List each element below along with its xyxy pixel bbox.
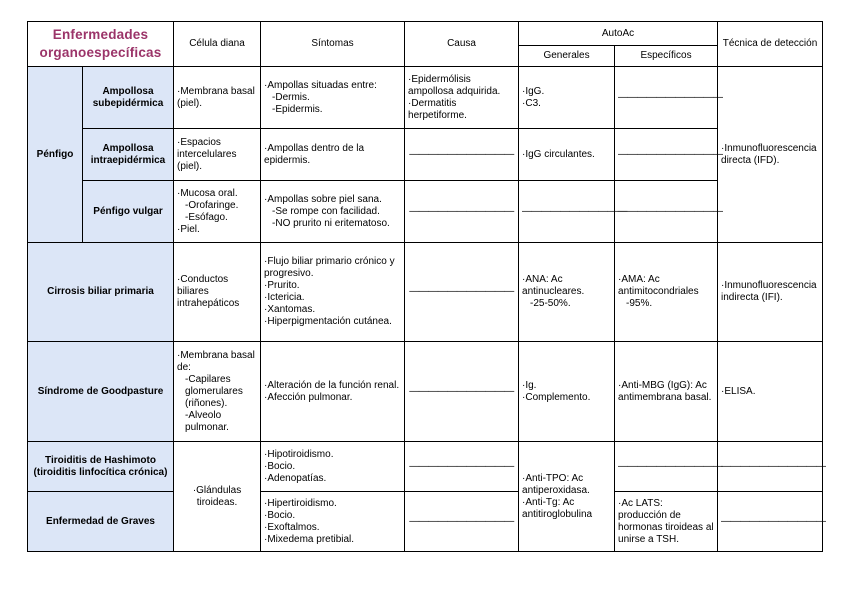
text-line: ·IgG. bbox=[522, 85, 545, 97]
text-line: -Orofaringe. bbox=[185, 199, 239, 211]
cell-sintomas-graves bbox=[261, 492, 405, 552]
text-line: ·Flujo biliar primario crónico y progresivo. bbox=[264, 256, 395, 279]
cell-generales-subepidermica bbox=[519, 67, 615, 129]
cell-causa-goodpasture: ——————————— bbox=[405, 342, 519, 442]
text-line: ·C3. bbox=[522, 97, 541, 109]
table-row bbox=[28, 129, 823, 181]
text-line: -Epidermis. bbox=[272, 103, 323, 115]
header-sintomas: Síntomas bbox=[261, 22, 405, 67]
cell-causa-graves: ——————————— bbox=[405, 492, 519, 552]
header-especificos: Específicos bbox=[615, 46, 718, 67]
title-line-1: Enfermedades bbox=[52, 26, 149, 42]
cell-celula-cirrosis: ·Conductos biliares intrahepáticos bbox=[174, 243, 261, 342]
table-row bbox=[28, 243, 823, 342]
cell-especificos-cirrosis bbox=[615, 243, 718, 342]
cell-generales-goodpasture bbox=[519, 342, 615, 442]
cell-causa-intraepidermica: ——————————— bbox=[405, 129, 519, 181]
text-line: ·Xantomas. bbox=[264, 304, 316, 315]
text-line: ·Hipotiroidismo. bbox=[264, 448, 334, 460]
row-label-ampollosa-subepidermica: Ampollosa subepidérmica bbox=[83, 67, 174, 129]
cell-celula-subepidermica: ·Membrana basal (piel). bbox=[174, 67, 261, 129]
cell-tecnica-goodpasture: ·ELISA. bbox=[718, 342, 823, 442]
text-line: ·Anti-Tg: Ac antitiroglobulina bbox=[522, 496, 593, 520]
text-line: ·Bocio. bbox=[264, 509, 296, 521]
cell-causa-hashimoto: ——————————— bbox=[405, 442, 519, 492]
row-label-graves: Enfermedad de Graves bbox=[28, 492, 174, 552]
text-line: ·Exoftalmos. bbox=[264, 521, 320, 533]
row-label-cirrosis: Cirrosis biliar primaria bbox=[28, 243, 174, 342]
text-line: ·Piel. bbox=[177, 223, 200, 235]
text-line: ·ANA: Ac antinucleares. bbox=[522, 274, 585, 297]
text-line: ·Adenopatías. bbox=[264, 472, 327, 484]
table-row bbox=[28, 181, 823, 243]
cell-celula-goodpasture bbox=[174, 342, 261, 442]
text-line: ·Complemento. bbox=[522, 391, 591, 403]
cell-celula-vulgar bbox=[174, 181, 261, 243]
cell-celula-tiroides: ·Glándulas tiroideas. bbox=[174, 442, 261, 552]
text-line: ·Hiperpigmentación cutánea. bbox=[264, 316, 392, 327]
row-label-ampollosa-intraepidermica: Ampollosa intraepidérmica bbox=[83, 129, 174, 181]
text-line: ·Anti-TPO: Ac antiperoxidasa. bbox=[522, 472, 590, 496]
text-line: ·Epidermólisis ampollosa adquirida. bbox=[408, 73, 501, 97]
text-line: ·Ampollas situadas entre: bbox=[264, 79, 377, 91]
cell-generales-vulgar: ——————————— bbox=[519, 181, 615, 243]
cell-sintomas-intraepidermica: ·Ampollas dentro de la epidermis. bbox=[261, 129, 405, 181]
text-line: ·Ig. bbox=[522, 379, 537, 391]
text-line: ·Hipertiroidismo. bbox=[264, 497, 337, 509]
text-line: ·Prurito. bbox=[264, 280, 300, 291]
cell-sintomas-hashimoto bbox=[261, 442, 405, 492]
table-row bbox=[28, 342, 823, 442]
cell-tecnica-graves: ——————————— bbox=[718, 492, 823, 552]
row-label-penfigo: Pénfigo bbox=[28, 67, 83, 243]
text-line: ·Dermatitis herpetiforme. bbox=[408, 97, 467, 121]
table-row bbox=[28, 442, 823, 492]
text-line: ·Mixedema pretibial. bbox=[264, 533, 355, 545]
text-line: ·Mucosa oral. bbox=[177, 187, 238, 199]
cell-sintomas-cirrosis bbox=[261, 243, 405, 342]
header-causa: Causa bbox=[405, 22, 519, 67]
header-tecnica: Técnica de detección bbox=[718, 22, 823, 67]
row-label-goodpasture: Síndrome de Goodpasture bbox=[28, 342, 174, 442]
cell-tecnica-cirrosis: ·Inmunofluorescencia indirecta (IFI). bbox=[718, 243, 823, 342]
row-label-penfigo-vulgar: Pénfigo vulgar bbox=[83, 181, 174, 243]
cell-especificos-vulgar: ——————————— bbox=[615, 181, 718, 243]
cell-especificos-subepidermica: ——————————— bbox=[615, 67, 718, 129]
cell-sintomas-subepidermica bbox=[261, 67, 405, 129]
cell-celula-intraepidermica: ·Espacios intercelulares (piel). bbox=[174, 129, 261, 181]
text-line: -NO prurito ni eritematoso. bbox=[272, 217, 390, 229]
cell-tecnica-hashimoto: ——————————— bbox=[718, 442, 823, 492]
text-line: -Se rompe con facilidad. bbox=[272, 205, 380, 217]
header-autoac: AutoAc bbox=[519, 22, 718, 46]
row-label-hashimoto: Tiroiditis de Hashimoto (tiroiditis linfocítica crónica) bbox=[28, 442, 174, 492]
text-line: ·Ampollas sobre piel sana. bbox=[264, 193, 382, 205]
cell-generales-cirrosis bbox=[519, 243, 615, 342]
table-row bbox=[28, 67, 823, 129]
text-line: -Alveolo pulmonar. bbox=[185, 409, 229, 433]
text-line: -Esófago. bbox=[185, 211, 228, 223]
cell-especificos-intraepidermica: ——————————— bbox=[615, 129, 718, 181]
title-line-2: organoespecíficas bbox=[39, 45, 162, 60]
header-celula-diana: Célula diana bbox=[174, 22, 261, 67]
cell-causa-cirrosis: ——————————— bbox=[405, 243, 519, 342]
cell-generales-intraepidermica: ·IgG circulantes. bbox=[519, 129, 615, 181]
text-line: ·Bocio. bbox=[264, 460, 296, 472]
cell-especificos-goodpasture: ·Anti-MBG (IgG): Ac antimembrana basal. bbox=[615, 342, 718, 442]
text-line: ·Ictericia. bbox=[264, 292, 305, 303]
table-row bbox=[28, 492, 823, 552]
cell-causa-subepidermica bbox=[405, 67, 519, 129]
cell-tecnica-penfigo: ·Inmunofluorescencia directa (IFD). bbox=[718, 67, 823, 243]
text-line: -95%. bbox=[626, 298, 653, 309]
table-title bbox=[28, 22, 174, 67]
cell-especificos-hashimoto: ——————————— bbox=[615, 442, 718, 492]
text-line: ·AMA: Ac antimitocondriales bbox=[618, 274, 699, 297]
header-generales: Generales bbox=[519, 46, 615, 67]
cell-sintomas-goodpasture bbox=[261, 342, 405, 442]
text-line: -Capilares glomerulares (riñones). bbox=[185, 373, 243, 409]
text-line: ·Afección pulmonar. bbox=[264, 391, 353, 403]
text-line: ·Alteración de la función renal. bbox=[264, 379, 400, 391]
cell-especificos-graves: ·Ac LATS: producción de hormonas tiroideas al unirse a TSH. bbox=[615, 492, 718, 552]
text-line: -Dermis. bbox=[272, 91, 310, 103]
text-line: -25-50%. bbox=[530, 298, 571, 309]
table-wrapper bbox=[27, 21, 826, 552]
cell-generales-tiroides bbox=[519, 442, 615, 552]
text-line: ·Membrana basal de: bbox=[177, 349, 255, 373]
cell-sintomas-vulgar bbox=[261, 181, 405, 243]
cell-causa-vulgar: ——————————— bbox=[405, 181, 519, 243]
autoimmune-disease-table bbox=[27, 21, 826, 552]
